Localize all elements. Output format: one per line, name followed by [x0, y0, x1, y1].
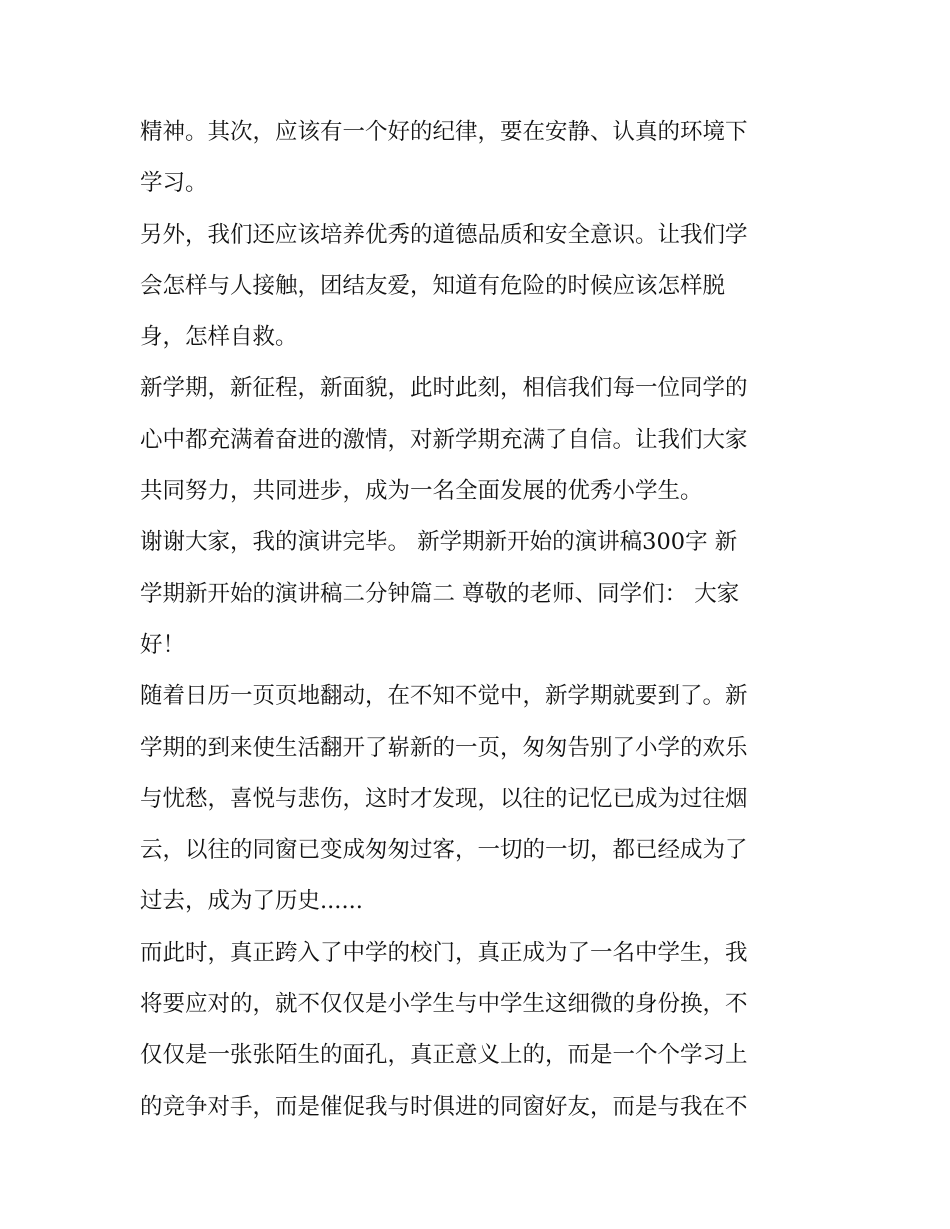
text-line: 学习。	[140, 170, 208, 197]
document-body	[140, 107, 820, 1133]
text-line: 的竞争对手，而是催促我与时俱进的同窗好友，而是与我在不	[140, 1093, 748, 1120]
text-line: 新学期，新征程，新面貌，此时此刻，相信我们每一位同学的	[140, 375, 748, 402]
text-line: 心中都充满着奋进的激情，对新学期充满了自信。让我们大家	[140, 426, 748, 453]
text-line: 学期新开始的演讲稿二分钟篇二 尊敬的老师、同学们： 大家	[140, 580, 740, 607]
text-line: 身，怎样自救。	[140, 324, 298, 351]
text-line: 另外，我们还应该培养优秀的道德品质和安全意识。让我们学	[140, 221, 748, 248]
text-line: 学期的到来使生活翻开了崭新的一页，匆匆告别了小学的欢乐	[140, 734, 748, 761]
text-line: 仅仅是一张张陌生的面孔，真正意义上的，而是一个个学习上	[140, 1042, 748, 1069]
text-line: 精神。其次，应该有一个好的纪律，要在安静、认真的环境下	[140, 119, 748, 145]
text-line: 共同努力，共同进步，成为一名全面发展的优秀小学生。	[140, 478, 703, 505]
text-line: 将要应对的，就不仅仅是小学生与中学生这细微的身份换，不	[140, 991, 748, 1018]
text-line: 云，以往的同窗已变成匆匆过客，一切的一切，都已经成为了	[140, 837, 748, 864]
text-line: 随着日历一页页地翻动，在不知不觉中，新学期就要到了。新	[140, 683, 748, 710]
text-line: 与忧愁，喜悦与悲伤，这时才发现，以往的记忆已成为过往烟	[140, 785, 748, 812]
text-line: 谢谢大家，我的演讲完毕。 新学期新开始的演讲稿300字 新	[140, 529, 738, 556]
text-line: 好！	[140, 631, 186, 658]
text-line: 过去，成为了历史......	[140, 888, 363, 915]
text-line: 而此时，真正跨入了中学的校门，真正成为了一名中学生，我	[140, 939, 748, 966]
text-line: 会怎样与人接触，团结友爱，知道有危险的时候应该怎样脱	[140, 272, 726, 299]
